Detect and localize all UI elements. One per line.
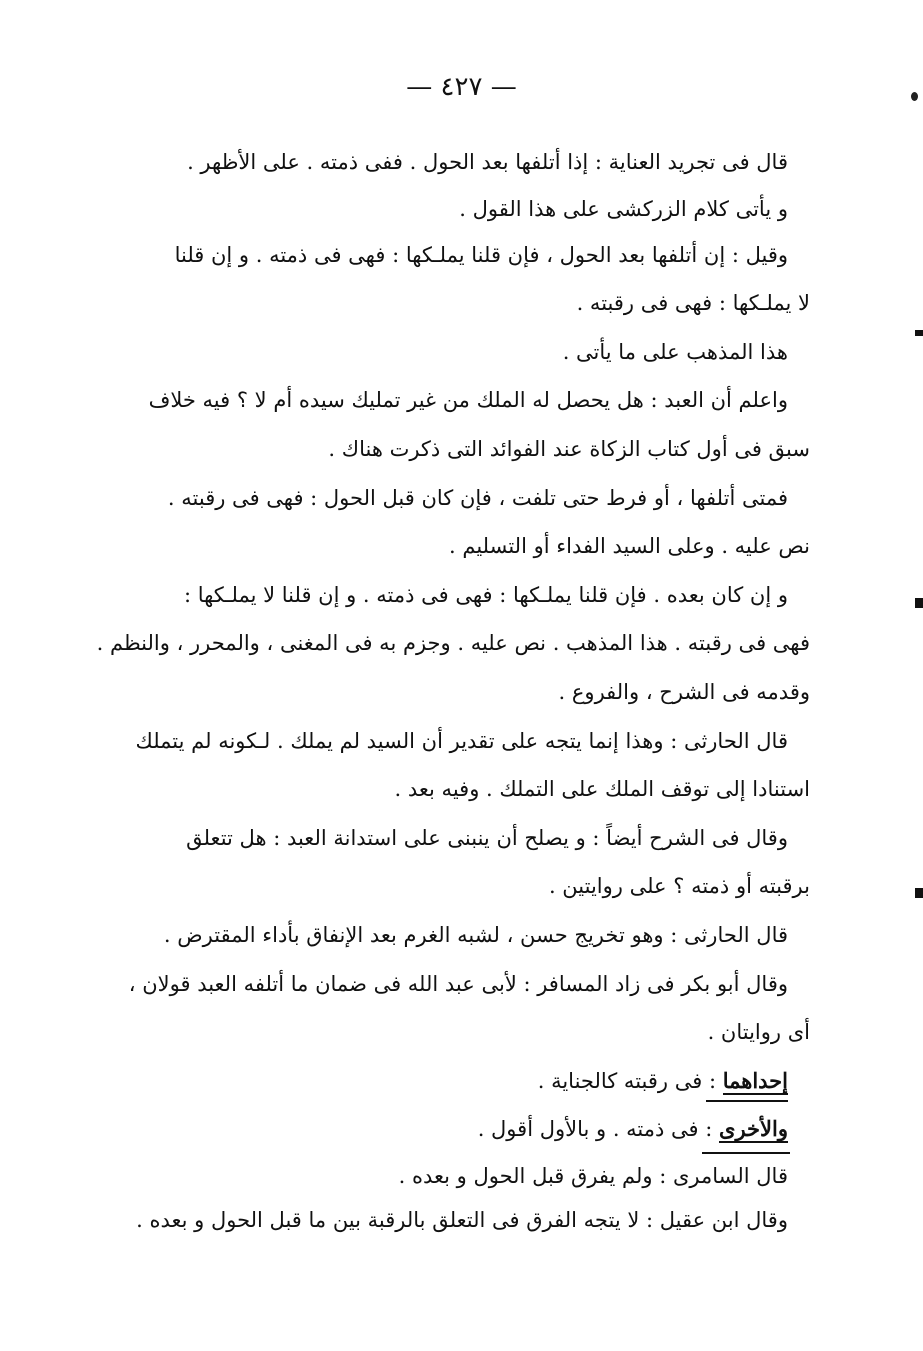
list-item xyxy=(178,1105,810,1154)
text-line: وقدمه فى الشرح ، والفروع . xyxy=(558,679,810,704)
item-text: : فى رقبته كالجناية . xyxy=(537,1068,717,1093)
list-item xyxy=(178,1057,810,1106)
text-line: قال الحارثى : وهذا إنما يتجه على تقدير أن السيد لم يملك . لـكونه لم يتملك xyxy=(135,728,788,753)
text-line: وقال أبو بكر فى زاد المسافر : لأبى عبد الله فى ضمان ما أتلفه العبد قولان ، xyxy=(128,971,788,996)
text-line: و إن كان بعده . فإن قلنا يملـكها : فهى فى ذمته . و إن قلنا لا يملـكها : xyxy=(183,582,788,607)
text-line: وقال فى الشرح أيضاً : و يصلح أن ينبنى على استدانة العبد : هل تتعلق xyxy=(186,825,788,850)
text-line: فهى فى رقبته . هذا المذهب . نص عليه . وجزم به فى المغنى ، والمحرر ، والنظم . xyxy=(96,631,810,656)
text-line: أى روايتان . xyxy=(707,1020,810,1045)
scan-mark xyxy=(915,598,923,608)
page-number: — ٤٢٧ — xyxy=(406,72,517,102)
text-line: وقال ابن عقيل : لا يتجه الفرق فى التعلق بالرقبة بين ما قبل الحول و بعده . xyxy=(136,1207,788,1232)
body-text xyxy=(96,138,810,1242)
text-line: و يأتى كلام الزركشى على هذا القول . xyxy=(459,196,788,221)
text-line: نص عليه . وعلى السيد الفداء أو التسليم . xyxy=(449,534,810,559)
text-line: قال السامرى : ولم يفرق قبل الحول و بعده . xyxy=(398,1163,788,1188)
text-line: هذا المذهب على ما يأتى . xyxy=(562,339,788,364)
heading-underline xyxy=(706,1100,788,1102)
text-line: وقيل : إن أتلفها بعد الحول ، فإن قلنا يملـكها : فهى فى ذمته . و إن قلنا xyxy=(174,242,788,267)
text-line: قال فى تجريد العناية : إذا أتلفها بعد الحول . ففى ذمته . على الأظهر . xyxy=(187,150,788,174)
text-line: واعلم أن العبد : هل يحصل له الملك من غير تمليك سيده أم لا ؟ فيه خلاف xyxy=(148,388,788,413)
scan-mark xyxy=(911,92,918,101)
text-line: فمتى أتلفها ، أو فرط حتى تلفت ، فإن كان قبل الحول : فهى فى رقبته . xyxy=(167,485,788,510)
text-line: برقبته أو ذمته ؟ على روايتين . xyxy=(548,874,810,899)
heading-underline xyxy=(702,1152,790,1154)
scan-mark xyxy=(915,888,923,898)
item-heading: والأخرى xyxy=(719,1116,788,1142)
scan-mark xyxy=(915,330,923,336)
text-line: سبق فى أول كتاب الزكاة عند الفوائد التى ذكرت هناك . xyxy=(328,436,810,461)
text-line: استنادا إلى توقف الملك على التملك . وفيه بعد . xyxy=(394,777,810,802)
text-line: قال الحارثى : وهو تخريج حسن ، لشبه الغرم بعد الإنفاق بأداء المقترض . xyxy=(163,922,788,947)
text-line: لا يملـكها : فهى فى رقبته . xyxy=(576,291,810,316)
item-text: : فى ذمته . و بالأول أقول . xyxy=(477,1117,713,1142)
item-heading: إحداهما xyxy=(722,1067,788,1093)
